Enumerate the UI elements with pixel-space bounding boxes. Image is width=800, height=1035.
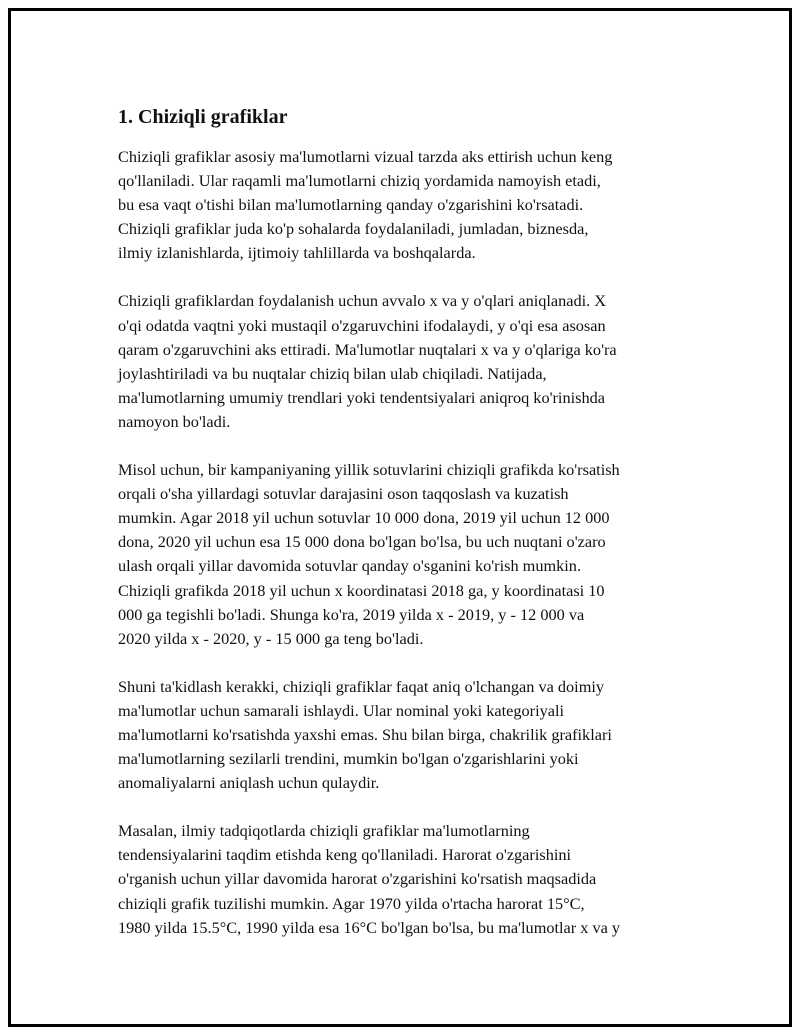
paragraph — [118, 289, 708, 434]
text-line: Chiziqli grafiklar juda ko'p sohalarda foydalaniladi, jumladan, biznesda, — [118, 219, 589, 239]
text-line: chiziqli grafik tuzilishi mumkin. Agar 1970 yilda o'rtacha harorat 15°C, — [118, 893, 585, 913]
text-line: namoyon bo'ladi. — [118, 411, 231, 431]
section-title: 1. Chiziqli grafiklar — [118, 106, 288, 128]
text-line: Chiziqli grafiklardan foydalanish uchun avvalo x va y o'qlari aniqlanadi. X — [118, 291, 607, 311]
text-line: 2020 yilda x - 2020, y - 15 000 ga teng bo'ladi. — [118, 628, 424, 648]
text-line: ma'lumotlarning sezilarli trendini, mumkin bo'lgan o'zgarishlarini yoki — [118, 749, 579, 769]
text-line: o'rganish uchun yillar davomida harorat o'zgarishini ko'rsatish maqsadida — [118, 869, 597, 889]
text-line: mumkin. Agar 2018 yil uchun sotuvlar 10 000 dona, 2019 yil uchun 12 000 — [118, 508, 610, 528]
paragraph — [118, 145, 708, 265]
paragraph-list — [118, 145, 708, 940]
text-line: dona, 2020 yil uchun esa 15 000 dona bo'lgan bo'lsa, bu uch nuqtani o'zaro — [118, 532, 606, 552]
text-line: ilmiy izlanishlarda, ijtimoiy tahlillarda va boshqalarda. — [118, 243, 476, 263]
page-frame — [8, 8, 792, 1027]
text-line: qo'llaniladi. Ular raqamli ma'lumotlarni chiziq yordamida namoyish etadi, — [118, 171, 601, 191]
document-content — [118, 103, 708, 964]
text-line: 1980 yilda 15.5°C, 1990 yilda esa 16°C bo'lgan bo'lsa, bu ma'lumotlar x va y — [118, 917, 621, 937]
text-line: ma'lumotlarni ko'rsatishda yaxshi emas. Shu bilan birga, chakrilik grafiklari — [118, 724, 612, 744]
text-line: orqali o'sha yillardagi sotuvlar darajasini oson taqqoslash va kuzatish — [118, 484, 569, 504]
text-line: qaram o'zgaruvchini aks ettiradi. Ma'lumotlar nuqtalari x va y o'qlariga ko'ra — [118, 339, 617, 359]
text-line: ulash orqali yillar davomida sotuvlar qanday o'sganini ko'rish mumkin. — [118, 556, 582, 576]
text-line: Chiziqli grafikda 2018 yil uchun x koordinatasi 2018 ga, y koordinatasi 10 — [118, 580, 605, 600]
text-line: o'qi odatda vaqtni yoki mustaqil o'zgaruvchini ifodalaydi, y o'qi esa asosan — [118, 315, 606, 335]
text-line: Masalan, ilmiy tadqiqotlarda chiziqli grafiklar ma'lumotlarning — [118, 821, 530, 841]
text-line: bu esa vaqt o'tishi bilan ma'lumotlarning qanday o'zgarishini ko'rsatadi. — [118, 195, 584, 215]
text-line: Shuni ta'kidlash kerakki, chiziqli grafiklar faqat aniq o'lchangan va doimiy — [118, 676, 605, 696]
text-line: ma'lumotlarning umumiy trendlari yoki tendentsiyalari aniqroq ko'rinishda — [118, 387, 605, 407]
text-line: Chiziqli grafiklar asosiy ma'lumotlarni vizual tarzda aks ettirish uchun keng — [118, 147, 613, 166]
paragraph — [118, 458, 708, 651]
text-line: ma'lumotlar uchun samarali ishlaydi. Ular nominal yoki kategoriyali — [118, 700, 565, 720]
text-line: 000 ga tegishli bo'ladi. Shunga ko'ra, 2019 yilda x - 2019, y - 12 000 va — [118, 604, 585, 624]
text-line: joylashtiriladi va bu nuqtalar chiziq bilan ulab chiqiladi. Natijada, — [118, 363, 547, 383]
text-line: anomaliyalarni aniqlash uchun qulaydir. — [118, 773, 380, 793]
paragraph — [118, 675, 708, 795]
text-line: tendensiyalarini taqdim etishda keng qo'llaniladi. Harorat o'zgarishini — [118, 845, 572, 865]
text-line: Misol uchun, bir kampaniyaning yillik sotuvlarini chiziqli grafikda ko'rsatish — [118, 460, 620, 480]
paragraph — [118, 819, 708, 939]
